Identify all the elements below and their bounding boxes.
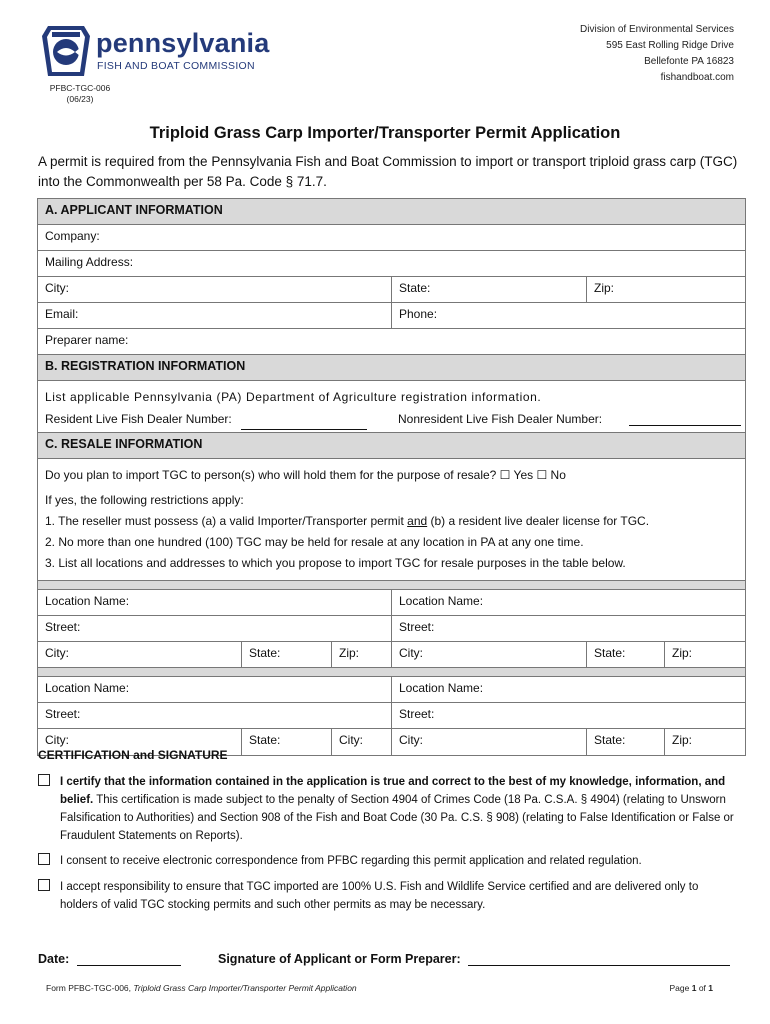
page-current: 1 bbox=[691, 983, 697, 993]
resale-block bbox=[38, 459, 745, 581]
email-field[interactable]: Email: bbox=[38, 303, 392, 328]
certification-item-3 bbox=[38, 878, 738, 914]
location-state-field[interactable]: State: bbox=[242, 642, 332, 667]
responsibility-text: I accept responsibility to ensure that TGC imported are 100% U.S. Fish and Wildlife Service certified and are delivered only to holders of valid TGC stocking permits and such other permits as may be necessary. bbox=[60, 881, 699, 911]
mailing-address-field[interactable]: Mailing Address: bbox=[45, 255, 134, 269]
date-line bbox=[38, 952, 181, 966]
location-state-field[interactable]: State: bbox=[242, 729, 332, 755]
dealer-number-line bbox=[45, 408, 738, 428]
section-b-header: B. REGISTRATION INFORMATION bbox=[38, 355, 745, 380]
footer-form-title: Triploid Grass Carp Importer/Transporter Permit Application bbox=[133, 983, 357, 993]
street-field[interactable]: Street: bbox=[399, 620, 435, 634]
resident-dealer-label: Resident Live Fish Dealer Number: bbox=[45, 412, 232, 426]
location-gap-2 bbox=[38, 668, 745, 677]
form-code-id: PFBC-TGC-006 bbox=[49, 83, 111, 93]
state-field[interactable]: State: bbox=[392, 277, 587, 302]
contact-division: Division of Environmental Services bbox=[580, 24, 734, 35]
location-city-field[interactable]: City: bbox=[392, 729, 587, 755]
location-state-field[interactable]: State: bbox=[587, 642, 665, 667]
street-field[interactable]: Street: bbox=[38, 703, 392, 728]
email-phone-row bbox=[38, 303, 745, 329]
zip-field[interactable]: Zip: bbox=[594, 281, 615, 295]
preparer-name-field[interactable]: Preparer name: bbox=[45, 333, 129, 347]
application-form bbox=[37, 198, 746, 756]
location-name-field[interactable]: Location Name: bbox=[399, 681, 484, 695]
brand-subtitle: FISH AND BOAT COMMISSION bbox=[97, 60, 255, 72]
certification-item-1 bbox=[38, 773, 738, 845]
mailing-row[interactable] bbox=[38, 251, 745, 277]
certify-checkbox[interactable] bbox=[38, 774, 50, 786]
registration-text: List applicable Pennsylvania (PA) Department of Agriculture registration information. bbox=[45, 390, 542, 404]
restriction-3: 3. List all locations and addresses to which you propose to import TGC for resale purposes in the table below. bbox=[45, 556, 626, 570]
signature-line bbox=[218, 952, 730, 966]
city-field[interactable]: City: bbox=[38, 277, 392, 302]
form-code bbox=[40, 83, 120, 105]
footer-form-code: Form PFBC-TGC-006, bbox=[46, 983, 134, 993]
location-state-field[interactable]: State: bbox=[587, 729, 665, 755]
section-b-header-row bbox=[38, 355, 745, 381]
street-row-2 bbox=[38, 703, 745, 729]
location-city-field[interactable]: City: bbox=[38, 729, 242, 755]
date-label: Date: bbox=[38, 952, 70, 966]
street-row-1 bbox=[38, 616, 745, 642]
page-label: Page bbox=[669, 983, 692, 993]
restriction-1-a: 1. The reseller must possess (a) a valid Importer/Transporter permit bbox=[45, 514, 408, 528]
location-zip-field[interactable]: Zip: bbox=[332, 642, 392, 667]
location-zip-field[interactable]: Zip: bbox=[672, 733, 693, 747]
brand-name: pennsylvania bbox=[96, 28, 270, 58]
location-name-field[interactable]: Location Name: bbox=[38, 590, 392, 615]
signature-label: Signature of Applicant or Form Preparer: bbox=[218, 952, 461, 966]
responsibility-checkbox[interactable] bbox=[38, 879, 50, 891]
restriction-1-and: and bbox=[407, 514, 428, 528]
company-row[interactable] bbox=[38, 225, 745, 251]
intro-text: A permit is required from the Pennsylvania Fish and Boat Commission to import or transport triploid grass carp (TGC) into the Commonwealth per 58 Pa. Code § 71.7. bbox=[38, 154, 738, 189]
consent-text: I consent to receive electronic correspondence from PFBC regarding this permit application and related regulation. bbox=[60, 855, 642, 867]
section-a-header: A. APPLICANT INFORMATION bbox=[38, 199, 745, 224]
city-state-zip-row bbox=[38, 277, 745, 303]
contact-city: Bellefonte PA 16823 bbox=[644, 56, 734, 67]
section-a-header-row bbox=[38, 199, 745, 225]
city-row-1 bbox=[38, 642, 745, 668]
location-zip-field[interactable]: Zip: bbox=[672, 646, 693, 660]
street-field[interactable]: Street: bbox=[399, 707, 435, 721]
contact-website: fishandboat.com bbox=[660, 72, 734, 83]
form-code-date: (06/23) bbox=[66, 94, 94, 104]
page-of: of bbox=[696, 983, 709, 993]
keystone-fish-logo-icon bbox=[38, 22, 94, 78]
contact-street: 595 East Rolling Ridge Drive bbox=[606, 40, 734, 51]
location-name-row-1 bbox=[38, 590, 745, 616]
certification-title: CERTIFICATION and SIGNATURE bbox=[38, 748, 228, 762]
location-city-field[interactable]: City: bbox=[392, 642, 587, 667]
location-city-field[interactable]: City: bbox=[38, 642, 242, 667]
footer-form-name bbox=[46, 983, 357, 993]
nonresident-dealer-input[interactable] bbox=[629, 412, 741, 426]
registration-block bbox=[38, 381, 745, 433]
signature-input[interactable] bbox=[468, 952, 730, 966]
nonresident-dealer-label: Nonresident Live Fish Dealer Number: bbox=[398, 412, 603, 426]
location-name-field[interactable]: Location Name: bbox=[399, 594, 484, 608]
date-input[interactable] bbox=[77, 952, 181, 966]
preparer-row[interactable] bbox=[38, 329, 745, 355]
section-c-header-row bbox=[38, 433, 745, 459]
location-gap-1 bbox=[38, 581, 745, 590]
resident-dealer-input[interactable] bbox=[241, 415, 367, 430]
restriction-2: 2. No more than one hundred (100) TGC may be held for resale at any location in PA at any one time. bbox=[45, 535, 584, 549]
restrictions-intro: If yes, the following restrictions apply: bbox=[45, 493, 244, 507]
certify-text-bold: I certify that the information contained in the application is true and correct to the best of my knowledge, information, and belief. bbox=[60, 776, 726, 806]
certification-item-2 bbox=[38, 852, 738, 870]
footer-page-number bbox=[670, 983, 714, 993]
restriction-1 bbox=[45, 511, 738, 532]
page-total: 1 bbox=[708, 983, 713, 993]
phone-field[interactable]: Phone: bbox=[399, 307, 438, 321]
street-field[interactable]: Street: bbox=[38, 616, 392, 641]
resale-question[interactable]: Do you plan to import TGC to person(s) who will hold them for the purpose of resale? ☐ Yes ☐ No bbox=[45, 468, 566, 482]
contact-block bbox=[580, 22, 734, 86]
consent-checkbox[interactable] bbox=[38, 853, 50, 865]
certify-text bbox=[60, 773, 738, 845]
section-c-header: C. RESALE INFORMATION bbox=[38, 433, 745, 458]
restriction-1-c: (b) a resident live dealer license for TGC. bbox=[427, 514, 650, 528]
certify-text-rest: This certification is made subject to the penalty of Section 4904 of Crimes Code (18 Pa. C.S.A. § 4904) (relating to Unsworn Falsification to Authorities) and Section 908 of the Fish and Boat Code (30 Pa. C.S. § 908) (relating to False Identification or False or Fraudulent Statements on Reports). bbox=[60, 794, 734, 842]
location-name-field[interactable]: Location Name: bbox=[38, 677, 392, 702]
location-city-field[interactable]: City: bbox=[332, 729, 392, 755]
location-name-row-2 bbox=[38, 677, 745, 703]
company-field[interactable]: Company: bbox=[45, 229, 100, 243]
page-title: Triploid Grass Carp Importer/Transporter Permit Application bbox=[149, 124, 621, 142]
